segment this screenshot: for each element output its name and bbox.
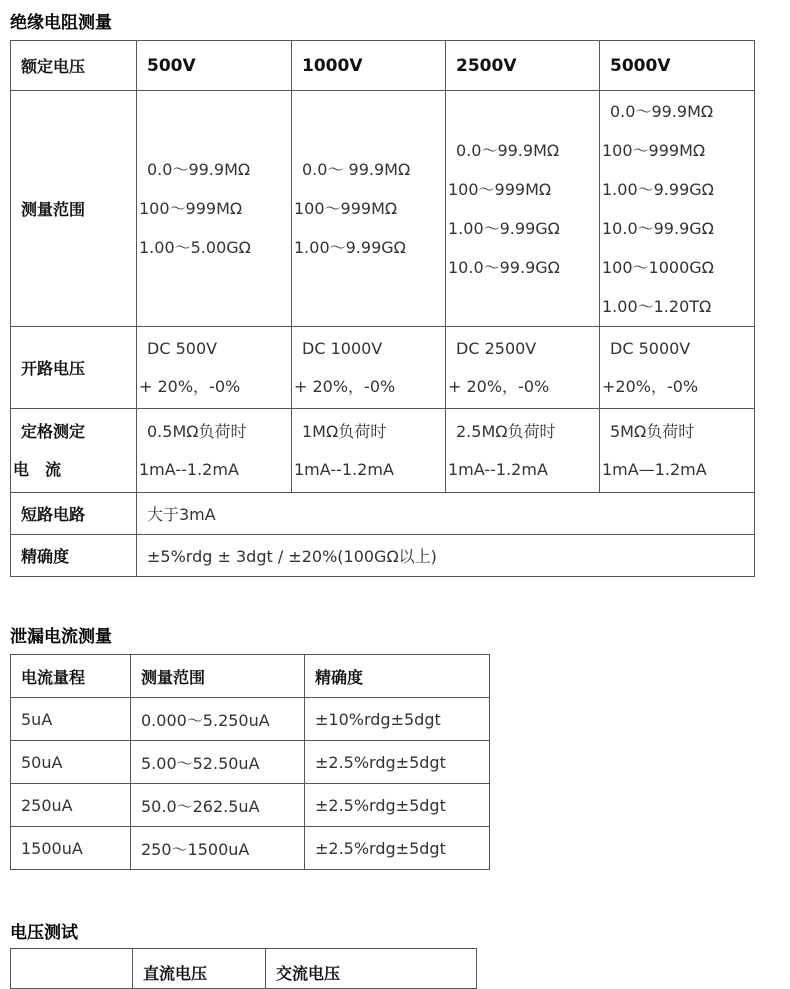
leakage-header: 精确度 [305, 655, 490, 698]
short-label: 短路电路 [11, 493, 137, 535]
leakage-cell: 0.000～5.250uA [131, 698, 305, 741]
voltage-test-title: 电压测试 [10, 923, 78, 943]
leakage-cell: ±2.5%rdg±5dgt [305, 741, 490, 784]
table-row [11, 41, 755, 91]
range-line: 10.0～99.9GΩ [602, 218, 714, 238]
rated-current-line: 1mA--1.2mA [294, 459, 394, 479]
range-line: 0.0～99.9MΩ [147, 160, 251, 179]
range-line: 0.0～99.9MΩ [456, 140, 560, 160]
range-2500 [446, 91, 600, 327]
open-voltage-line: + 20%，-0% [448, 376, 550, 396]
rated-current-label [11, 409, 137, 493]
voltage-test-header: 直流电压 [133, 949, 266, 989]
range-label: 测量范围 [11, 91, 137, 327]
table-row [11, 784, 490, 827]
insulation-title: 绝缘电阻测量 [10, 13, 112, 33]
open-voltage-2500 [446, 327, 600, 409]
leakage-cell: ±2.5%rdg±5dgt [305, 827, 490, 870]
insulation-table [10, 40, 755, 577]
voltage-test-header [11, 949, 133, 989]
table-row [11, 827, 490, 870]
table-row [11, 91, 755, 327]
rated-current-line: 2.5MΩ负荷时 [456, 421, 556, 441]
table-row [11, 741, 490, 784]
voltage-2500: 2500V [446, 41, 600, 91]
range-line: 100～1000GΩ [602, 257, 714, 277]
leakage-cell: 250～1500uA [131, 827, 305, 870]
voltage-test-table [10, 948, 477, 989]
range-line: 1.00～1.20TΩ [602, 296, 712, 316]
leakage-cell: 5uA [11, 698, 131, 741]
leakage-cell: ±2.5%rdg±5dgt [305, 784, 490, 827]
range-line: 100～999MΩ [602, 140, 706, 160]
leakage-cell: ±10%rdg±5dgt [305, 698, 490, 741]
voltage-1000: 1000V [292, 41, 446, 91]
open-voltage-line: +20%，-0% [602, 376, 699, 396]
accuracy-value: ±5%rdg ± 3dgt / ±20%(100GΩ以上) [137, 535, 755, 577]
open-voltage-5000 [600, 327, 755, 409]
accuracy-label: 精确度 [11, 535, 137, 577]
table-row [11, 698, 490, 741]
range-line: 10.0～99.9GΩ [448, 257, 560, 277]
range-line: 1.00～9.99GΩ [294, 238, 406, 257]
range-line: 100～999MΩ [139, 199, 243, 218]
range-line: 1.00～5.00GΩ [139, 238, 251, 257]
rated-current-line: 1mA—1.2mA [602, 459, 707, 479]
voltage-500: 500V [137, 41, 292, 91]
open-voltage-line: DC 5000V [610, 338, 691, 358]
open-voltage-line: DC 500V [147, 338, 218, 358]
open-voltage-line: DC 2500V [456, 338, 537, 358]
open-voltage-500 [137, 327, 292, 409]
range-line: 0.0～ 99.9MΩ [302, 160, 411, 179]
range-line: 0.0～99.9MΩ [610, 101, 714, 121]
short-value: 大于3mA [137, 493, 755, 535]
table-row [11, 949, 477, 989]
leakage-header: 测量范围 [131, 655, 305, 698]
leakage-header: 电流量程 [11, 655, 131, 698]
leakage-cell: 250uA [11, 784, 131, 827]
rated-current-line: 1mA--1.2mA [448, 459, 548, 479]
rated-current-line: 5MΩ负荷时 [610, 421, 695, 441]
leakage-table [10, 654, 490, 870]
leakage-cell: 50uA [11, 741, 131, 784]
rated-current-line: 0.5MΩ负荷时 [147, 421, 247, 441]
leakage-cell: 1500uA [11, 827, 131, 870]
voltage-test-header: 交流电压 [266, 949, 477, 989]
range-line: 100～999MΩ [448, 179, 552, 199]
rated-current-label-line: 电 流 [13, 459, 62, 479]
leakage-cell: 50.0～262.5uA [131, 784, 305, 827]
table-row [11, 493, 755, 535]
range-line: 100～999MΩ [294, 199, 398, 218]
rated-voltage-label: 额定电压 [11, 41, 137, 91]
open-voltage-line: DC 1000V [302, 338, 383, 358]
rated-current-1000 [292, 409, 446, 493]
open-voltage-1000 [292, 327, 446, 409]
rated-current-line: 1MΩ负荷时 [302, 421, 387, 441]
rated-current-2500 [446, 409, 600, 493]
rated-current-line: 1mA--1.2mA [139, 459, 239, 479]
rated-current-label-line: 定格测定 [21, 421, 86, 441]
open-voltage-label: 开路电压 [11, 327, 137, 409]
open-voltage-line: + 20%，-0% [139, 376, 241, 396]
range-500 [137, 91, 292, 327]
range-5000 [600, 91, 755, 327]
voltage-5000: 5000V [600, 41, 755, 91]
table-row [11, 327, 755, 409]
rated-current-5000 [600, 409, 755, 493]
rated-current-500 [137, 409, 292, 493]
leakage-title: 泄漏电流测量 [10, 627, 112, 647]
open-voltage-line: + 20%，-0% [294, 376, 396, 396]
range-line: 1.00～9.99GΩ [602, 179, 714, 199]
range-1000 [292, 91, 446, 327]
table-row [11, 535, 755, 577]
table-row [11, 409, 755, 493]
leakage-cell: 5.00～52.50uA [131, 741, 305, 784]
table-row [11, 655, 490, 698]
range-line: 1.00～9.99GΩ [448, 218, 560, 238]
